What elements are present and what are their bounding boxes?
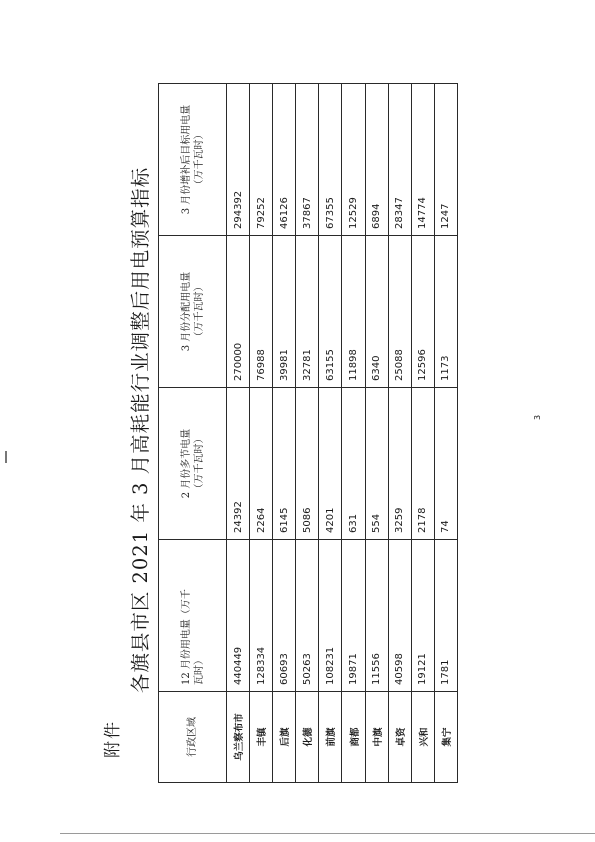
cell-march-target: 14774 bbox=[411, 84, 434, 236]
cell-december-usage: 128334 bbox=[250, 540, 273, 692]
cell-february-saved: 24392 bbox=[227, 388, 250, 540]
cell-february-saved: 4201 bbox=[319, 388, 342, 540]
cell-february-saved: 2264 bbox=[250, 388, 273, 540]
table-row bbox=[411, 84, 434, 783]
cell-february-saved: 5086 bbox=[296, 388, 319, 540]
header-target-line2: （万千瓦时） bbox=[193, 129, 205, 190]
header-target-line1: 3 月份增补后目标用电量 bbox=[180, 104, 192, 215]
cell-march-target: 294392 bbox=[227, 84, 250, 236]
attachment-label: 附件 bbox=[103, 720, 123, 758]
header-march-line2: （万千瓦时） bbox=[193, 281, 205, 342]
table-row bbox=[342, 84, 365, 783]
cell-february-saved: 3259 bbox=[388, 388, 411, 540]
cell-march-target: 12529 bbox=[342, 84, 365, 236]
cell-march-allocated: 63155 bbox=[319, 236, 342, 388]
cell-december-usage: 19871 bbox=[342, 540, 365, 692]
header-march-allocated bbox=[159, 236, 227, 388]
header-region-label: 行政区域 bbox=[187, 717, 198, 757]
scan-edge-line bbox=[60, 833, 595, 834]
cell-march-target: 67355 bbox=[319, 84, 342, 236]
header-december-line2: 瓦时） bbox=[193, 655, 205, 685]
cell-march-allocated: 25088 bbox=[388, 236, 411, 388]
page-number: 3 bbox=[533, 414, 542, 420]
cell-march-target: 6894 bbox=[365, 84, 388, 236]
header-december-usage bbox=[159, 540, 227, 692]
cell-march-allocated: 11898 bbox=[342, 236, 365, 388]
cell-march-allocated: 32781 bbox=[296, 236, 319, 388]
cell-region: 中旗 bbox=[365, 692, 388, 783]
cell-december-usage: 19121 bbox=[411, 540, 434, 692]
cell-december-usage: 50263 bbox=[296, 540, 319, 692]
cell-region: 化德 bbox=[296, 692, 319, 783]
header-december-line1: 12 月份用电量（万千 bbox=[180, 589, 192, 685]
cell-march-target: 79252 bbox=[250, 84, 273, 236]
cell-march-allocated: 12596 bbox=[411, 236, 434, 388]
budget-table bbox=[158, 83, 458, 783]
cell-region: 兴和 bbox=[411, 692, 434, 783]
header-march-target bbox=[159, 84, 227, 236]
table-row bbox=[250, 84, 273, 783]
header-march-line1: 3 月份分配用电量 bbox=[180, 271, 192, 352]
cell-region: 卓资 bbox=[388, 692, 411, 783]
scan-mark bbox=[5, 451, 7, 463]
cell-december-usage: 440449 bbox=[227, 540, 250, 692]
cell-region: 丰镇 bbox=[250, 692, 273, 783]
cell-march-allocated: 39981 bbox=[273, 236, 296, 388]
cell-march-allocated: 1173 bbox=[434, 236, 457, 388]
cell-region: 前旗 bbox=[319, 692, 342, 783]
cell-december-usage: 40598 bbox=[388, 540, 411, 692]
table-row bbox=[227, 84, 250, 783]
cell-march-allocated: 76988 bbox=[250, 236, 273, 388]
cell-march-target: 28347 bbox=[388, 84, 411, 236]
cell-february-saved: 554 bbox=[365, 388, 388, 540]
document-title: 各旗县市区 2021 年 3 月高耗能行业调整后用电预算指标 bbox=[129, 166, 152, 694]
cell-february-saved: 2178 bbox=[411, 388, 434, 540]
cell-march-target: 1247 bbox=[434, 84, 457, 236]
cell-march-allocated: 270000 bbox=[227, 236, 250, 388]
cell-december-usage: 108231 bbox=[319, 540, 342, 692]
header-february-saved bbox=[159, 388, 227, 540]
cell-march-target: 46126 bbox=[273, 84, 296, 236]
header-february-line1: 2 月份多节电量 bbox=[180, 428, 192, 499]
cell-december-usage: 11556 bbox=[365, 540, 388, 692]
cell-region: 乌兰察布市 bbox=[227, 692, 250, 783]
table-row bbox=[273, 84, 296, 783]
table-row bbox=[365, 84, 388, 783]
cell-december-usage: 60693 bbox=[273, 540, 296, 692]
budget-table-container bbox=[158, 83, 458, 783]
table-row bbox=[434, 84, 457, 783]
cell-region: 商都 bbox=[342, 692, 365, 783]
cell-march-allocated: 6340 bbox=[365, 236, 388, 388]
table-header-row bbox=[159, 84, 227, 783]
table-row bbox=[319, 84, 342, 783]
cell-december-usage: 1781 bbox=[434, 540, 457, 692]
cell-region: 后旗 bbox=[273, 692, 296, 783]
cell-region: 集宁 bbox=[434, 692, 457, 783]
cell-march-target: 37867 bbox=[296, 84, 319, 236]
table-row bbox=[388, 84, 411, 783]
header-february-line2: （万千瓦时） bbox=[193, 433, 205, 494]
cell-february-saved: 74 bbox=[434, 388, 457, 540]
table-row bbox=[296, 84, 319, 783]
cell-february-saved: 631 bbox=[342, 388, 365, 540]
cell-february-saved: 6145 bbox=[273, 388, 296, 540]
header-region bbox=[159, 692, 227, 783]
